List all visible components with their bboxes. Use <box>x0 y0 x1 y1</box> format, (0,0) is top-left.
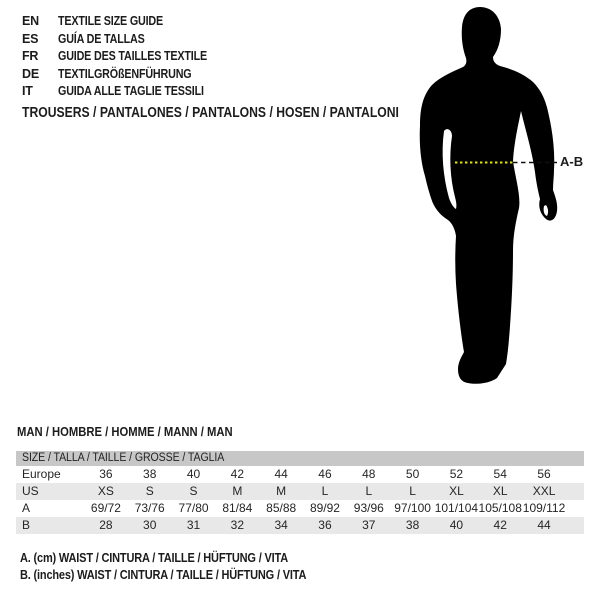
table-cell: 48 <box>362 467 376 481</box>
table-cell: 52 <box>449 467 464 481</box>
size-table-header: SIZE / TALLA / TAILLE / GRÖSSE / TAGLIA <box>16 451 584 466</box>
language-label: TEXTILE SIZE GUIDE <box>58 14 164 28</box>
table-row-europe <box>16 466 584 483</box>
row-label: A <box>22 501 31 515</box>
table-cell: 36 <box>99 467 113 481</box>
table-cell: 97/100 <box>394 501 431 515</box>
table-cell: 89/92 <box>309 501 340 515</box>
language-label: GUIDA ALLE TAGLIE TESSILI <box>58 84 204 98</box>
table-cell: XS <box>97 484 114 498</box>
table-cell: 44 <box>274 467 288 481</box>
language-code: ES <box>22 31 39 46</box>
table-cell: L <box>321 484 329 498</box>
table-cell: 30 <box>143 518 157 532</box>
language-code: DE <box>22 66 39 81</box>
language-label: TEXTILGRÖßENFÜHRUNG <box>58 66 192 81</box>
table-cell: M <box>232 484 243 498</box>
row-label: B <box>22 518 31 532</box>
table-row-a-cm <box>16 500 584 517</box>
table-cell: 40 <box>186 467 201 481</box>
table-cell: 93/96 <box>353 501 384 515</box>
table-cell: XXL <box>532 484 556 498</box>
table-row-b-inches <box>16 517 584 534</box>
row-label: US <box>22 484 39 498</box>
table-cell: 101/104 <box>434 501 479 515</box>
table-cell: 31 <box>186 518 201 532</box>
footnotes <box>20 550 345 585</box>
table-cell: 36 <box>318 518 332 532</box>
footnote-b: B. (inches) WAIST / CINTURA / TAILLE / HÜFTUNG / VITA <box>20 568 307 583</box>
table-cell: 32 <box>230 518 245 532</box>
language-label: GUÍA DE TALLAS <box>58 31 145 46</box>
table-cell: S <box>189 484 198 498</box>
section-title-man: MAN / HOMBRE / HOMME / MANN / MAN <box>17 425 233 439</box>
table-cell: 54 <box>493 467 507 481</box>
table-cell: 34 <box>274 518 288 532</box>
table-cell: L <box>365 484 373 498</box>
table-cell: XL <box>449 484 464 498</box>
table-cell: 77/80 <box>178 501 209 515</box>
table-cell: 73/76 <box>134 501 165 515</box>
table-cell: S <box>145 484 154 498</box>
row-label: Europe <box>22 467 61 481</box>
table-cell: 44 <box>537 518 551 532</box>
language-code: EN <box>22 14 39 28</box>
table-cell: L <box>409 484 416 498</box>
size-table <box>16 451 584 534</box>
footnote-a: A. (cm) WAIST / CINTURA / TAILLE / HÜFTUNG / VITA <box>20 551 289 565</box>
table-cell: XL <box>492 484 508 498</box>
table-cell: 81/84 <box>222 501 253 515</box>
table-cell: 46 <box>318 467 332 481</box>
language-code: FR <box>22 49 39 63</box>
table-cell: 56 <box>537 467 551 481</box>
table-cell: 42 <box>493 518 507 532</box>
language-label: GUIDE DES TAILLES TEXTILE <box>58 49 208 63</box>
table-cell: 40 <box>449 518 464 532</box>
table-cell: M <box>276 484 287 498</box>
table-cell: 38 <box>143 467 157 481</box>
garment-title: TROUSERS / PANTALONES / PANTALONS / HOSEN / PANTALONI <box>22 105 399 121</box>
table-cell: 85/88 <box>266 501 297 515</box>
table-cell: 69/72 <box>90 501 121 515</box>
table-cell: 105/108 <box>478 501 522 515</box>
table-row-us <box>16 483 584 500</box>
table-cell: 42 <box>230 467 245 481</box>
table-cell: 28 <box>99 518 113 532</box>
measurement-label-ab: A-B <box>560 154 584 169</box>
language-code: IT <box>22 84 33 98</box>
table-cell: 50 <box>405 467 420 481</box>
table-cell: 38 <box>405 518 420 532</box>
man-silhouette <box>420 7 557 384</box>
table-cell: 37 <box>362 518 376 532</box>
table-cell: 109/112 <box>522 501 566 515</box>
